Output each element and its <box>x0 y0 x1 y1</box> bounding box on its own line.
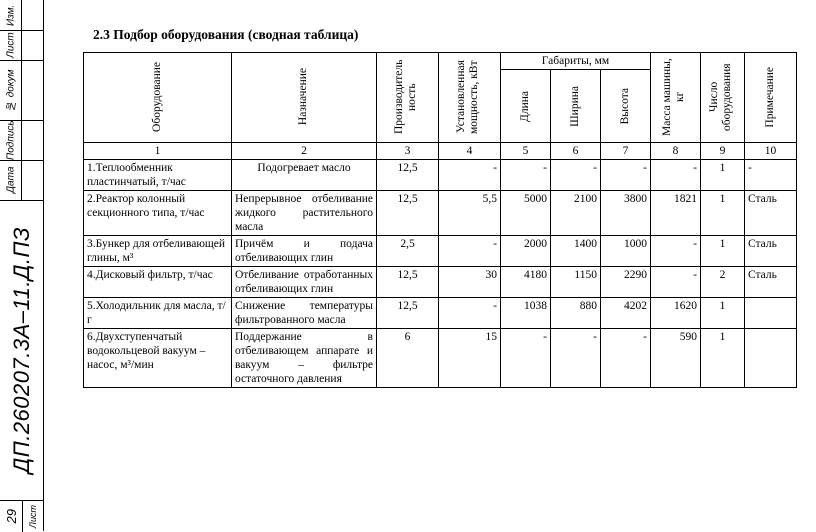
cell-mass: - <box>651 236 701 267</box>
cell-width: 1150 <box>551 267 601 298</box>
header-note: Примечание <box>745 53 797 143</box>
cell-height: - <box>601 160 651 191</box>
section-title: 2.3 Подбор оборудования (сводная таблица) <box>93 27 359 42</box>
cell-productivity: 12,5 <box>377 191 439 236</box>
header-length: Длина <box>501 70 551 143</box>
cell-length: - <box>501 160 551 191</box>
table-row <box>84 329 797 388</box>
cell-note <box>745 329 797 388</box>
header-count: Число оборудования <box>701 53 745 143</box>
cell-mass: - <box>651 267 701 298</box>
cell-note: - <box>745 160 797 191</box>
cell-productivity: 2,5 <box>377 236 439 267</box>
table-row <box>84 298 797 329</box>
header-height: Высота <box>601 70 651 143</box>
cell-length: 5000 <box>501 191 551 236</box>
cell-power: - <box>439 160 501 191</box>
cell-productivity: 6 <box>377 329 439 388</box>
column-number: 1 <box>84 143 232 160</box>
cell-count: 2 <box>701 267 745 298</box>
cell-purpose: Отбеливание отработанных отбеливающих глин <box>232 267 377 298</box>
cell-purpose: Снижение температуры фильтрованного масла <box>232 298 377 329</box>
cell-note: Сталь <box>745 267 797 298</box>
cell-productivity: 12,5 <box>377 298 439 329</box>
cell-mass: - <box>651 160 701 191</box>
cell-width: 2100 <box>551 191 601 236</box>
cell-height: 3800 <box>601 191 651 236</box>
cell-mass: 590 <box>651 329 701 388</box>
table-row <box>84 267 797 298</box>
cell-equipment: 5.Холодильник для масла, т/г <box>84 298 232 329</box>
cell-note: Сталь <box>745 191 797 236</box>
cell-purpose: Непрерывное отбеливание жидкого растительного масла <box>232 191 377 236</box>
cell-count: 1 <box>701 160 745 191</box>
column-number: 9 <box>701 143 745 160</box>
header-productivity: Производитель ность <box>377 53 439 143</box>
table-row <box>84 191 797 236</box>
cell-length: 1038 <box>501 298 551 329</box>
document-code-box <box>0 200 44 500</box>
equipment-summary-table <box>83 52 797 388</box>
cell-productivity: 12,5 <box>377 267 439 298</box>
table-row <box>84 160 797 191</box>
page-label: Лист <box>28 504 38 529</box>
stamp-label-doc-number: № докум <box>5 69 17 111</box>
column-number: 8 <box>651 143 701 160</box>
column-number: 6 <box>551 143 601 160</box>
cell-count: 1 <box>701 236 745 267</box>
stamp-label-date: Дата <box>5 166 17 194</box>
cell-power: - <box>439 298 501 329</box>
cell-count: 1 <box>701 329 745 388</box>
cell-length: - <box>501 329 551 388</box>
cell-equipment: 1.Теплообменник пластинчатый, т/час <box>84 160 232 191</box>
cell-count: 1 <box>701 298 745 329</box>
column-number: 3 <box>377 143 439 160</box>
header-equipment: Оборудование <box>84 53 232 143</box>
document-code: ДП.260207.3А–11.Д.ПЗ <box>9 226 34 474</box>
cell-width: 880 <box>551 298 601 329</box>
cell-height: 1000 <box>601 236 651 267</box>
cell-width: - <box>551 329 601 388</box>
cell-length: 2000 <box>501 236 551 267</box>
cell-note <box>745 298 797 329</box>
cell-height: 4202 <box>601 298 651 329</box>
column-number: 7 <box>601 143 651 160</box>
cell-equipment: 2.Реактор колонный секционного типа, т/час <box>84 191 232 236</box>
column-number: 5 <box>501 143 551 160</box>
cell-equipment: 6.Двухступенчатый водокольцевой вакуум – насос, м³/мин <box>84 329 232 388</box>
stamp-label-izm: Изм. <box>5 4 17 26</box>
column-number: 10 <box>745 143 797 160</box>
column-number: 4 <box>439 143 501 160</box>
cell-mass: 1821 <box>651 191 701 236</box>
cell-power: 15 <box>439 329 501 388</box>
cell-purpose: Поддержание в отбеливающем аппарате и вакуум – фильтре остаточного давления <box>232 329 377 388</box>
stamp-label-signature: Подпись <box>5 120 17 160</box>
cell-purpose: Причём и подача отбеливающих глин <box>232 236 377 267</box>
header-width: Ширина <box>551 70 601 143</box>
cell-purpose: Подогревает масло <box>232 160 377 191</box>
header-dimensions-group: Габариты, мм <box>501 53 651 70</box>
cell-mass: 1620 <box>651 298 701 329</box>
cell-height: 2290 <box>601 267 651 298</box>
table-row <box>84 236 797 267</box>
cell-count: 1 <box>701 191 745 236</box>
title-block-strip <box>0 0 44 531</box>
cell-height: - <box>601 329 651 388</box>
cell-note: Сталь <box>745 236 797 267</box>
header-purpose: Назначение <box>232 53 377 143</box>
header-mass: Масса машины, кг <box>651 53 701 143</box>
page-number-box <box>0 500 44 532</box>
header-power: Установленная мощность, кВт <box>439 53 501 143</box>
cell-length: 4180 <box>501 267 551 298</box>
cell-power: - <box>439 236 501 267</box>
cell-width: - <box>551 160 601 191</box>
cell-productivity: 12,5 <box>377 160 439 191</box>
column-number: 2 <box>232 143 377 160</box>
cell-power: 30 <box>439 267 501 298</box>
page-number: 29 <box>3 509 19 524</box>
cell-equipment: 3.Бункер для отбеливающей глины, м³ <box>84 236 232 267</box>
cell-width: 1400 <box>551 236 601 267</box>
column-numbers-row <box>84 143 797 160</box>
cell-power: 5,5 <box>439 191 501 236</box>
cell-equipment: 4.Дисковый фильтр, т/час <box>84 267 232 298</box>
stamp-label-list: Лист <box>5 32 17 58</box>
